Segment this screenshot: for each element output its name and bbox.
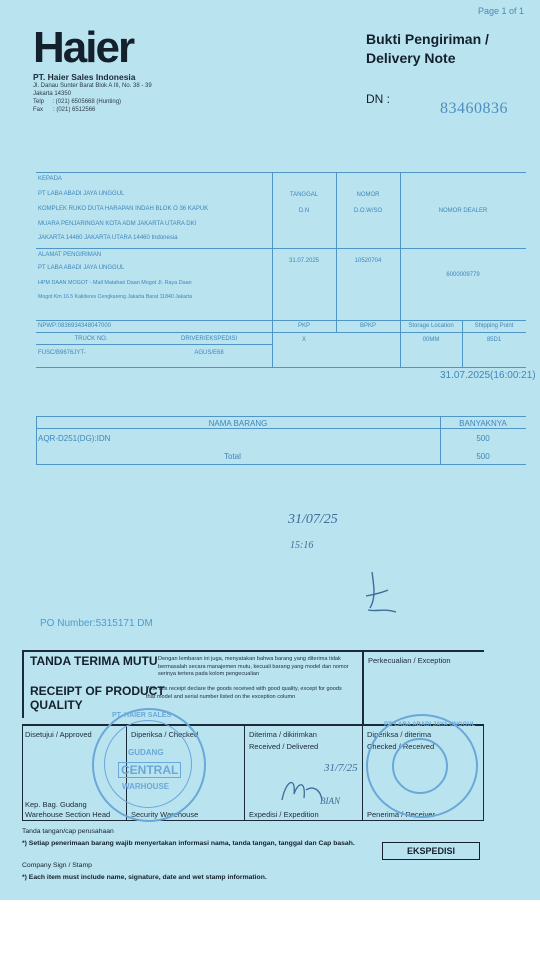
exception-label: Perkecualian / Exception	[368, 656, 451, 665]
alamat-label: ALAMAT PENGIRIMAN	[38, 252, 102, 258]
col-banyaknya: BANYAKNYA	[459, 419, 507, 428]
company-phone: Telp : (021) 6505668 (Hunting)	[33, 99, 122, 105]
company-name: PT. Haier Sales Indonesia	[33, 72, 136, 82]
dn-sublabel: D.N	[298, 208, 310, 214]
nomor-label: NOMOR	[356, 192, 380, 198]
bpkp-label: BPKP	[359, 323, 376, 329]
shipping-label: Shipping Point	[474, 323, 514, 329]
footer-note-en: *) Each item must include name, signature, date and wet stamp information.	[22, 874, 267, 881]
stamp-warhouse: WARHOUSE	[122, 782, 170, 791]
handwritten-sign-name: BIAN	[320, 796, 340, 806]
po-number: PO Number:5315171 DM	[40, 618, 153, 629]
receipt-title-en-line1: RECEIPT OF PRODUCT	[30, 684, 165, 698]
footer-company-sign-en: Company Sign / Stamp	[22, 862, 92, 869]
item-name: AQR-D251(DG):IDN	[38, 434, 111, 443]
sig-security-label: Security Warehouse	[131, 810, 199, 819]
sig-checked-received-label-en: Checked / Received	[367, 742, 435, 751]
recipient-address-1: KOMPLEK RUKO DUTA HARAPAN INDAH BLOK O 36 KAPUK	[38, 206, 209, 212]
title-line-en: Delivery Note	[366, 49, 456, 66]
ship-address-2: Mogot Km 16.5 Kalideres Cengkareng Jakarta Barat 11840 Jakarta	[38, 294, 193, 300]
tanggal-label: TANGGAL	[289, 192, 319, 198]
sig-checked-label: Diperiksa / Checked	[131, 730, 199, 739]
receipt-title-id: TANDA TERIMA MUTU	[30, 654, 158, 668]
sig-approved-label: Disetujui / Approved	[25, 730, 92, 739]
title-line-id: Bukti Pengiriman /	[366, 31, 489, 47]
receipt-section	[22, 650, 484, 718]
dealer-value: 6000009779	[446, 272, 480, 278]
sig-warehouse-head-en: Warehouse Section Head	[25, 810, 111, 819]
sig-received-label-en: Received / Delivered	[249, 742, 319, 751]
date-value: 31.07.2025	[288, 258, 320, 264]
truck-number: FUSC/B9676JYT-	[38, 350, 86, 356]
dealer-stamp-inner	[392, 738, 448, 794]
company-fax: Fax : (021) 6512566	[33, 107, 96, 113]
recipient-address-2: MUARA PENJARINGAN KOTA ADM JAKARTA UTARA DKI	[38, 221, 197, 227]
receipt-title-en-line2: QUALITY	[30, 698, 83, 713]
ship-name: PT LABA ABADI JAYA UNGGUL	[38, 265, 125, 271]
pkp-mark: X	[301, 337, 306, 343]
dowso-label: D.O.W/SO	[353, 208, 383, 214]
handwritten-sign-date: 31/7/25	[324, 762, 358, 774]
driver-value: AGUS/E68	[194, 350, 224, 356]
dealer-stamp-ring: PT. LABA ABADI JAYA UNGGUL	[384, 722, 476, 728]
item-qty: 500	[476, 434, 490, 443]
driver-label: DRIVER/EKSPEDISI	[180, 336, 237, 342]
kepada-label: KEPADA	[38, 176, 62, 182]
page-indicator: Page 1 of 1	[478, 6, 525, 16]
receipt-text-en: With this receipt declare the goods received with good quality, except for goods that model and serial number listed on the exception column	[146, 686, 342, 700]
storage-value: 00MM	[422, 337, 440, 343]
handwritten-time: 15:16	[290, 540, 314, 551]
dn-number: 83460836	[440, 100, 508, 117]
sig-received-label: Diterima / dikirimkan	[249, 730, 317, 739]
recipient-address-3: JAKARTA 14460 JAKARTA UTARA 14460 Indonesia	[38, 235, 178, 241]
sig-expedition-label: Expedisi / Expedition	[249, 810, 319, 819]
ship-address-1: HPM DAAN MOGOT - Mall Matahari Daan Mogot Jl. Raya Daan	[38, 280, 192, 286]
nomor-value: 10520704	[354, 258, 382, 264]
truck-label: TRUCK NO.	[74, 336, 108, 342]
sig-warehouse-head-id: Kep. Bag. Gudang	[25, 800, 87, 809]
footer-company-sign-id: Tanda tangan/cap perusahaan	[22, 828, 114, 835]
expedition-signature	[276, 770, 326, 810]
recipient-name: PT LABA ABADI JAYA UNGGUL	[38, 191, 125, 197]
total-qty: 500	[476, 452, 490, 461]
dn-label: DN :	[366, 92, 390, 106]
shipping-value: 85D1	[486, 337, 502, 343]
items-table	[36, 416, 526, 466]
haier-logo: Haier	[33, 23, 134, 72]
storage-label: Storage Location	[408, 323, 454, 329]
sig-checked-received-label: Diperiksa / diterima	[367, 730, 432, 739]
company-address-line: Jl. Danau Sunter Barat Blok A III, No. 38 - 39	[33, 83, 152, 89]
sig-receiver-label: Penerima / Receiver	[367, 810, 435, 819]
handwritten-signature	[358, 568, 408, 616]
company-address-line: Jakarta 14350	[33, 91, 72, 97]
receipt-text-id: Dengan lembaran ini juga, menyatakan bahwa barang yang diterima tidak bermasalah secara manajemen mutu, kecuali barang yang model dan nomor serinya tertera pada kolom pengecualian	[158, 656, 349, 678]
footer-note-id: *) Setiap penerimaan barang wajib menyertakan informasi nama, tanda tangan, tanggal dan Cap basah.	[22, 840, 355, 847]
recipient-grid	[36, 172, 526, 368]
col-nama-barang: NAMA BARANG	[208, 419, 268, 428]
pkp-label: PKP	[297, 323, 310, 329]
stamp-central: CENTRAL	[118, 762, 181, 778]
stamp-gudang: GUDANG	[128, 748, 164, 757]
stamp-ring-text: PT. HAIER SALES	[112, 712, 172, 719]
ekspedisi-box: EKSPEDISI	[382, 842, 480, 860]
npwp: NPWP:0836934348047000	[38, 323, 112, 329]
handwritten-date: 31/07/25	[288, 512, 338, 527]
total-label: Total	[224, 452, 241, 461]
dealer-label: NOMOR DEALER	[438, 208, 488, 214]
document-title	[366, 30, 489, 68]
print-timestamp: 31.07.2025(16:00:21)	[440, 370, 536, 381]
